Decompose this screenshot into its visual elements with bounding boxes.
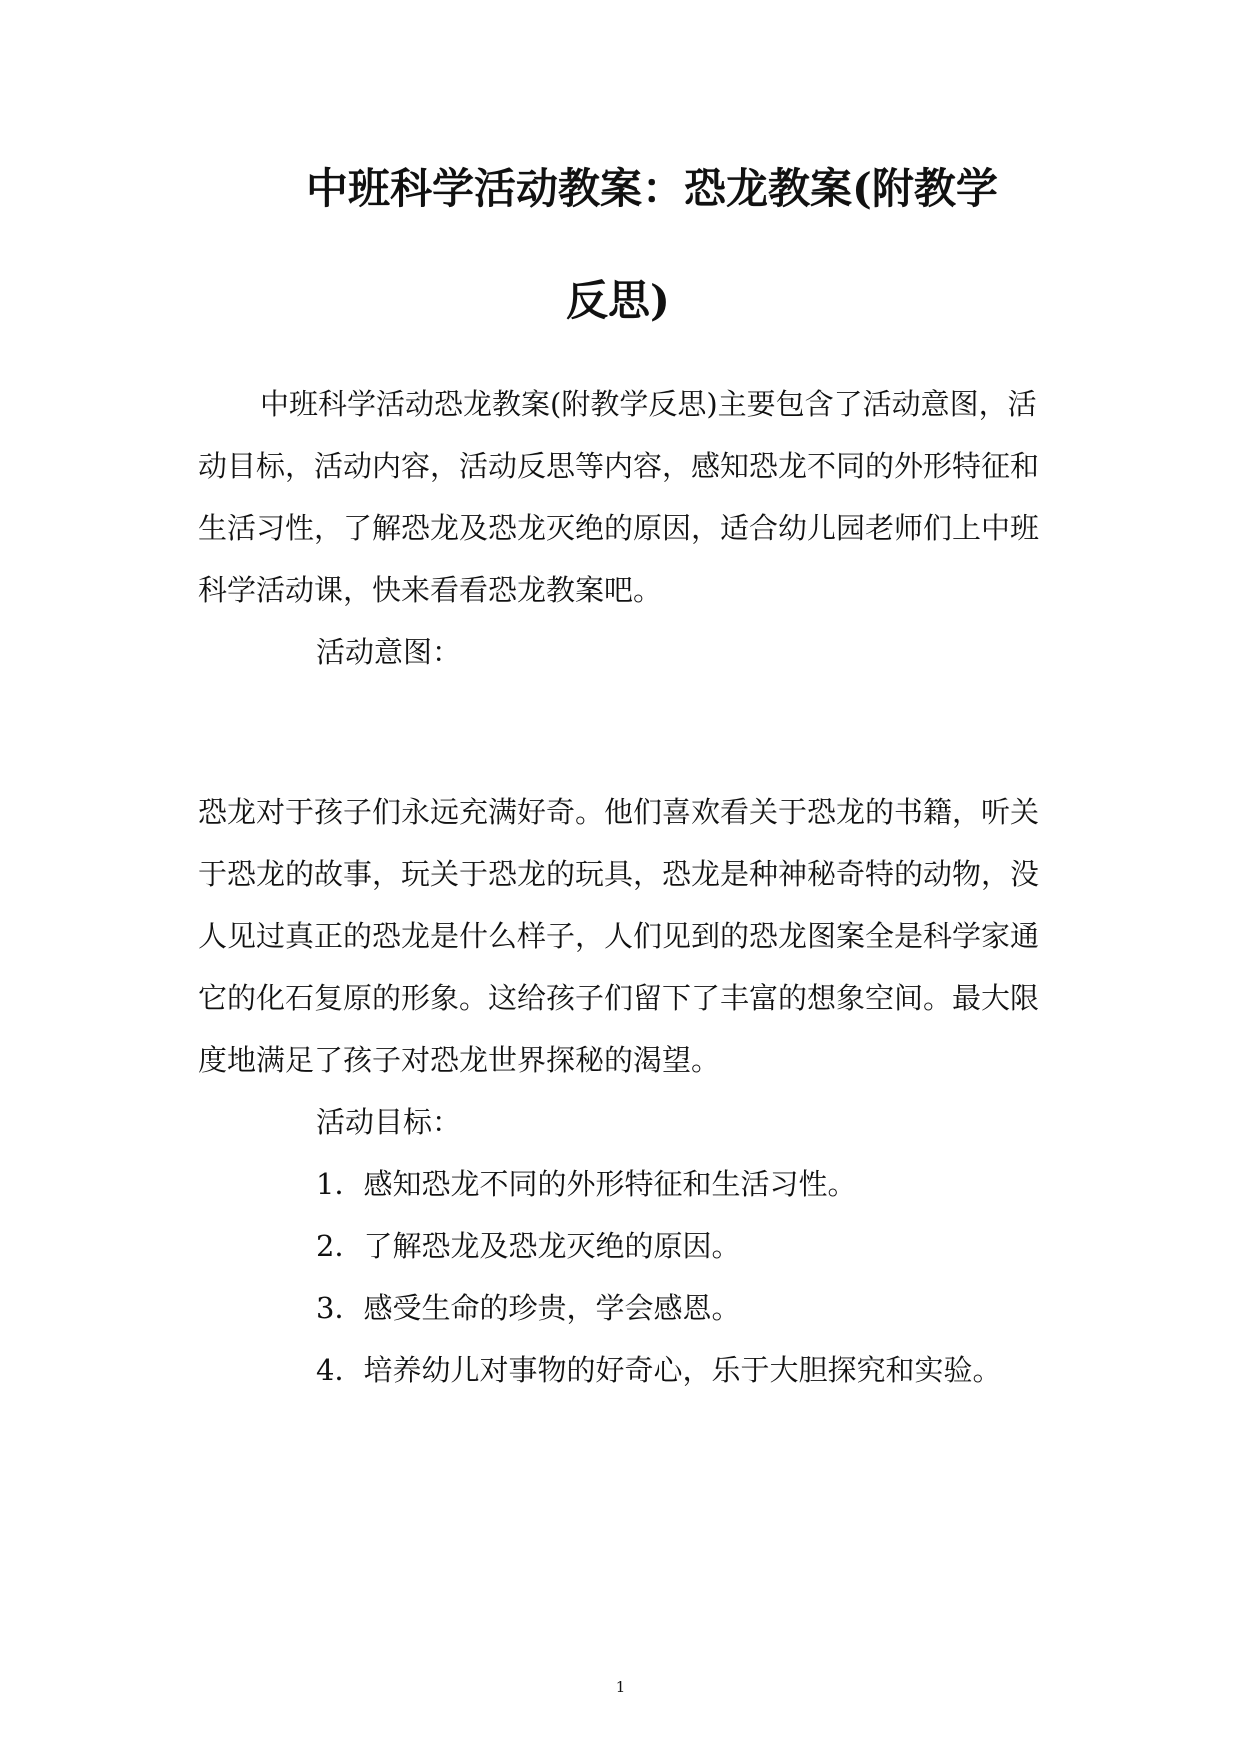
goal-item-4: 4．培养幼儿对事物的好奇心，乐于大胆探究和实验。 <box>316 1353 1002 1387</box>
intent-line-2: 于恐龙的故事，玩关于恐龙的玩具，恐龙是种神秘奇特的动物，没 <box>198 857 1040 891</box>
intro-line-1: 中班科学活动恐龙教案(附教学反思)主要包含了活动意图，活 <box>260 387 1037 421</box>
intent-line-4: 它的化石复原的形象。这给孩子们留下了丰富的想象空间。最大限 <box>198 981 1040 1015</box>
intent-line-5: 度地满足了孩子对恐龙世界探秘的渴望。 <box>198 1043 721 1077</box>
document-title-line-1: 中班科学活动教案：恐龙教案(附教学 <box>306 164 998 213</box>
intro-line-2: 动目标，活动内容，活动反思等内容，感知恐龙不同的外形特征和 <box>198 449 1040 483</box>
goal-item-3: 3．感受生命的珍贵，学会感恩。 <box>316 1291 741 1325</box>
goal-item-2: 2．了解恐龙及恐龙灭绝的原因。 <box>316 1229 741 1263</box>
document-title-line-2: 反思) <box>566 276 670 325</box>
page-number: 1 <box>615 1678 626 1696</box>
section-heading-goals: 活动目标： <box>316 1105 462 1139</box>
intent-line-3: 人见过真正的恐龙是什么样子，人们见到的恐龙图案全是科学家通 <box>198 919 1040 953</box>
intro-line-3: 生活习性，了解恐龙及恐龙灭绝的原因，适合幼儿园老师们上中班 <box>198 511 1040 545</box>
section-heading-intent: 活动意图： <box>316 635 462 669</box>
intent-line-1: 恐龙对于孩子们永远充满好奇。他们喜欢看关于恐龙的书籍，听关 <box>198 795 1040 829</box>
intro-line-4: 科学活动课，快来看看恐龙教案吧。 <box>198 573 663 607</box>
goal-item-1: 1．感知恐龙不同的外形特征和生活习性。 <box>316 1167 857 1201</box>
